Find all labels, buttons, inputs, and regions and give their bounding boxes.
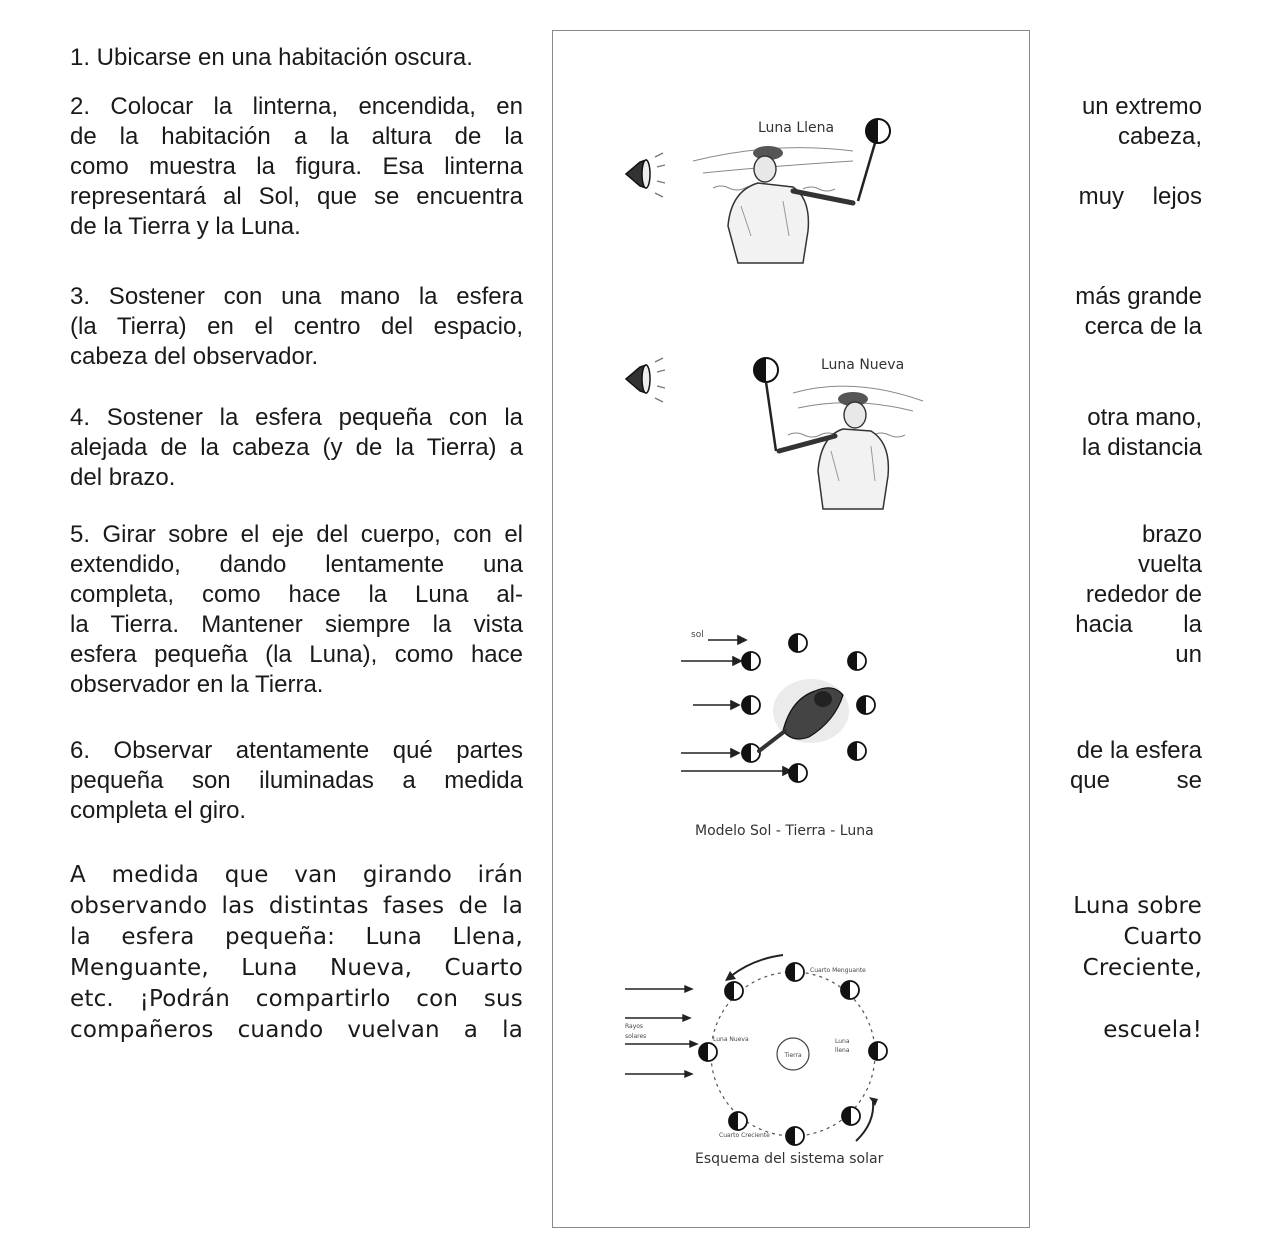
step-2-line-1: 2. Colocar la linterna, encendida, en <box>70 93 523 120</box>
closing-line-3: la esfera pequeña: Luna Llena, <box>70 924 523 950</box>
modelo-sol-label: sol <box>691 630 704 640</box>
esquema-rayos-1: Rayos <box>625 1023 644 1030</box>
caption-modelo: Modelo Sol - Tierra - Luna <box>695 823 874 839</box>
closing-line-2: observando las distintas fases de la <box>70 893 523 919</box>
figure-svg <box>553 31 1029 1227</box>
step-5-line-3: completa, como hace la Luna al- <box>70 581 523 608</box>
closing-right-3: Cuarto <box>1123 924 1202 950</box>
step-3-right <box>1075 282 1202 342</box>
moon-full-icon <box>866 119 890 143</box>
step-6-line-2: pequeña son iluminadas a medida <box>70 767 523 794</box>
step-2-line-2: de la habitación a la altura de la <box>70 123 523 150</box>
step-2-right <box>1079 92 1202 212</box>
step-2-line-5: de la Tierra y la Luna. <box>70 213 301 240</box>
step-5-line-2: extendido, dando lentamente una <box>70 551 523 578</box>
closing-line-4: Menguante, Luna Nueva, Cuarto <box>70 955 523 981</box>
step-3-line-2: (la Tierra) en el centro del espacio, <box>70 313 523 340</box>
step-2-right-2: cabeza, <box>1117 123 1202 150</box>
closing-paragraph <box>70 860 523 1046</box>
step-2-right-3 <box>1079 152 1202 182</box>
light-rays-icon <box>655 153 665 197</box>
step-5-right-4: hacia la <box>1075 611 1202 638</box>
closing-right-1 <box>1073 860 1202 891</box>
step-6-line-1: 6. Observar atentamente qué partes <box>70 737 523 764</box>
step-5-right-5: un <box>1175 641 1202 668</box>
observer-figure-2-icon <box>766 382 923 509</box>
step-2 <box>70 92 523 242</box>
caption-esquema: Esquema del sistema solar <box>695 1151 884 1167</box>
closing-line-5: etc. ¡Podrán compartirlo con sus <box>70 986 523 1012</box>
esquema-cuarto-creciente: Cuarto Creciente <box>719 1132 770 1139</box>
step-1-line-1: 1. Ubicarse en una habitación oscura. <box>70 44 473 71</box>
step-5-right-1: brazo <box>1141 521 1202 548</box>
closing-line-1: A medida que van girando irán <box>70 862 523 888</box>
label-luna-nueva: Luna Nueva <box>821 357 905 373</box>
step-6 <box>70 736 523 826</box>
step-5-right-2: vuelta <box>1137 551 1202 578</box>
scene-luna-llena <box>626 119 890 263</box>
step-3-line-3: cabeza del observador. <box>70 343 319 370</box>
step-4-line-3: del brazo. <box>70 464 176 491</box>
scene-luna-nueva <box>626 357 923 509</box>
esquema-luna-llena-1: Luna <box>835 1038 850 1045</box>
step-6-right-2: que se <box>1069 767 1202 794</box>
closing-line-6: compañeros cuando vuelvan a la <box>70 1017 523 1043</box>
step-2-right-1: un extremo <box>1081 93 1202 120</box>
step-3 <box>70 282 523 372</box>
esquema-ray-arrows-icon <box>625 986 697 1077</box>
step-6-right <box>1070 736 1202 796</box>
step-5-line-1: 5. Girar sobre el eje del cuerpo, con el <box>70 521 523 548</box>
esquema-luna-llena-2: llena <box>835 1047 850 1054</box>
scene-modelo <box>681 630 875 782</box>
label-luna-llena: Luna Llena <box>758 120 835 136</box>
step-4 <box>70 403 523 493</box>
step-5-line-6: observador en la Tierra. <box>70 671 324 698</box>
step-5-line-4: la Tierra. Mantener siempre la vista <box>70 611 523 638</box>
closing-right-6: escuela! <box>1103 1017 1202 1043</box>
closing-right-5 <box>1073 984 1202 1015</box>
step-4-line-2: alejada de la cabeza (y de la Tierra) a <box>70 434 523 461</box>
esquema-rayos-2: solares <box>625 1033 647 1040</box>
step-5-right-3: rededor de <box>1085 581 1202 608</box>
step-3-right-1: más grande <box>1075 283 1202 310</box>
step-4-right <box>1082 403 1202 463</box>
step-4-right-2: la distancia <box>1081 434 1202 461</box>
step-2-right-4: muy lejos <box>1078 183 1202 210</box>
closing-right <box>1073 860 1202 1046</box>
figure-frame <box>552 30 1030 1228</box>
step-6-line-3: completa el giro. <box>70 797 247 824</box>
flashlight-icon-2 <box>626 365 650 393</box>
observer-topdown-icon <box>759 679 849 751</box>
step-2-line-3: como muestra la figura. Esa linterna <box>70 153 523 180</box>
step-3-line-1: 3. Sostener con una mano la esfera <box>70 283 523 310</box>
step-2-line-4: representará al Sol, que se encuentra <box>70 183 523 210</box>
light-rays-icon-2 <box>655 358 665 402</box>
moon-new-icon <box>754 358 778 382</box>
step-4-line-1: 4. Sostener la esfera pequeña con la <box>70 404 523 431</box>
closing-right-4: Creciente, <box>1082 955 1202 981</box>
step-3-right-2: cerca de la <box>1084 313 1202 340</box>
step-5-right <box>1075 520 1202 670</box>
step-4-right-1: otra mano, <box>1087 404 1202 431</box>
step-5 <box>70 520 523 700</box>
esquema-cuarto-menguante: Cuarto Menguante <box>810 967 866 974</box>
esquema-luna-nueva: Luna Nueva <box>713 1036 749 1043</box>
step-1 <box>70 43 523 73</box>
flashlight-icon <box>626 160 650 188</box>
esquema-tierra: Tierra <box>784 1052 802 1059</box>
step-5-line-5: esfera pequeña (la Luna), como hace <box>70 641 523 668</box>
closing-right-2: Luna sobre <box>1073 893 1202 919</box>
step-6-right-1: de la esfera <box>1076 737 1202 764</box>
scene-esquema <box>625 955 887 1145</box>
